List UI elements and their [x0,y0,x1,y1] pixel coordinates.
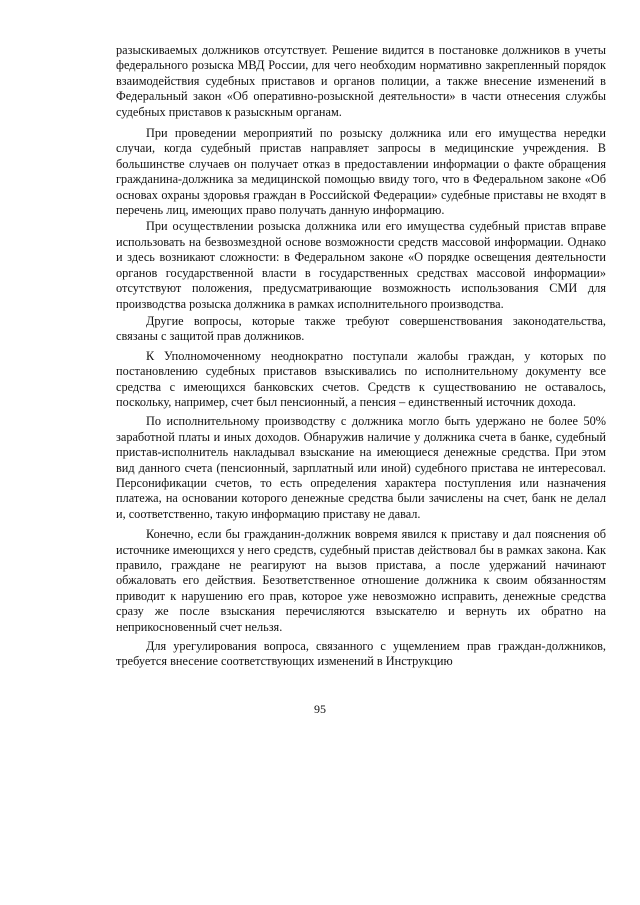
paragraph-5: К Уполномоченному неоднократно поступали жалобы граждан, у которых по постановлению судебных приставов взыскивались по исполнительному документу все средства с имеющихся банковских счетов. Средств к существованию не оставалось, поскольку, например, счет был пенсионный, а пенсия – единственный источник дохода. [116,348,606,409]
document-body [116,43,606,670]
paragraph-8: Для урегулирования вопроса, связанного с ущемлением прав граждан-должников, требуется внесение соответствующих изменений в Инструкцию [116,639,606,669]
paragraph-4: Другие вопросы, которые также требуют совершенствования законодательства, связаны с защитой прав должников. [116,313,606,344]
paragraph-6: По исполнительному производству с должника могло быть удержано не более 50% заработной платы и иных доходов. Обнаружив наличие у должника счета в банке, судебный пристав-исполнитель накладывал взыскание на имеющиеся денежные средства. При этом вид данного счета (пенсионный, зарплатный или иной) судебного пристава не интересовал. Персонификации счетов, то есть определения характера поступления или назначения платежа, на основании которого денежные средства были зачислены на счет, банк не делал и, соответственно, такую информацию приставу не давал. [116,414,606,521]
paragraph-2: При проведении мероприятий по розыску должника или его имущества нередки случаи, когда судебный пристав направляет запросы в медицинские учреждения. В большинстве случаев он получает отказ в предоставлении информации о факте обращения гражданина-должника за медицинской помощью ввиду того, что в Федеральном законе «Об основах охраны здоровья граждан в Российской Федерации» судебные приставы не входят в перечень лиц, имеющих право получать данную информацию. [116,126,606,218]
page-number: 95 [314,702,326,716]
paragraph-7: Конечно, если бы гражданин-должник вовремя явился к приставу и дал пояснения об источнике имеющихся у него средств, судебный пристав действовал бы в рамках закона. Как правило, граждане не реагируют на вызов пристава, а после удержаний начинают обжаловать его действия. Безответственное отношение должника к своим обязанностям приводит к нарушению его прав, которое уже невозможно исправить, денежные средства сразу же после взыскания перечисляются взыскателю и вернуть их обратно на неприкосновенный счет нельзя. [116,527,606,634]
paragraph-3: При осуществлении розыска должника или его имущества судебный пристав вправе использовать на безвозмездной основе возможности средств массовой информации. Однако и здесь возникают сложности: в Федеральном законе «О порядке освещения деятельности органов государственной власти в государственных средствах массовой информации» отсутствуют положения, предусматривающие возможность использования СМИ для производства розыска должника в рамках исполнительного производства. [116,219,606,311]
paragraph-1: разыскиваемых должников отсутствует. Решение видится в постановке должников в учеты федерального розыска МВД России, для чего необходим нормативно закрепленный порядок взаимодействия судебных приставов и органов полиции, а также внесение изменений в Федеральный закон «Об оперативно-розыскной деятельности» в части отнесения службы судебных приставов к разыскным органам. [116,43,606,119]
